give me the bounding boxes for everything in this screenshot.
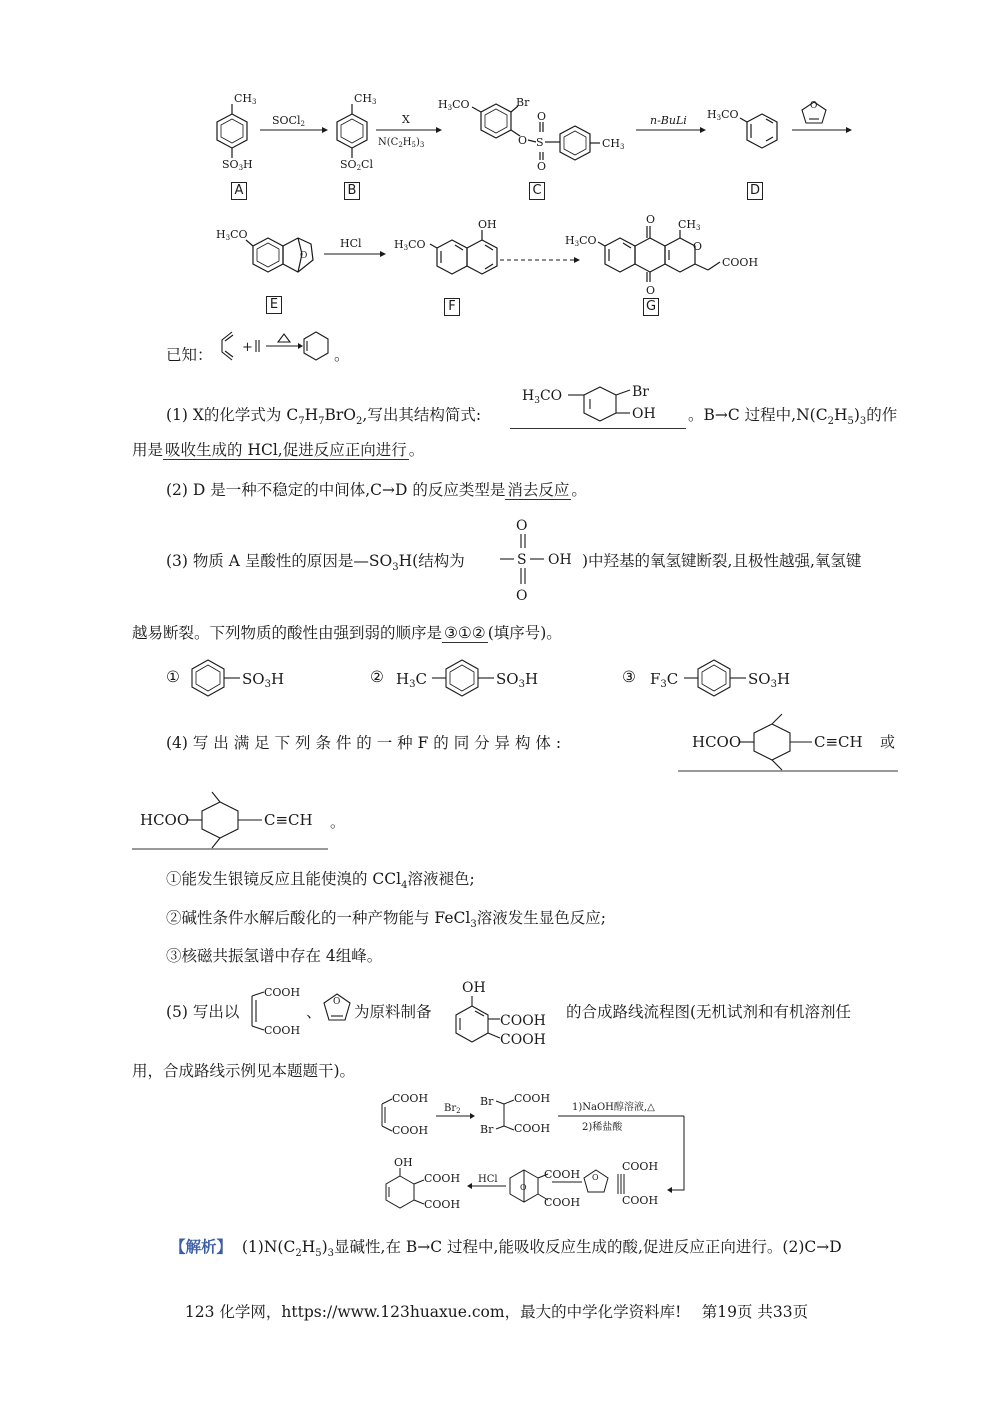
- compound-d-methoxy: H3CO: [707, 108, 739, 122]
- svg-text:COOH: COOH: [622, 1194, 659, 1207]
- q4-or: 或: [880, 733, 896, 751]
- svg-text:F3C: $F_3C$: [650, 670, 679, 690]
- compound-c-s: S: [536, 136, 544, 149]
- compound-g-o-bottom: O: [646, 284, 656, 297]
- compound-c-ch3: CH3: [602, 137, 625, 151]
- q4-end: 。: [330, 813, 346, 831]
- q3-option2-structure: [394, 656, 554, 700]
- q5-target-structure: [448, 976, 558, 1050]
- compound-c-o-top: O: [537, 110, 547, 123]
- svg-text:O: O: [592, 1173, 599, 1182]
- svg-text:OH: OH: [548, 552, 572, 568]
- q3-line1: (3) 物质 A 呈酸性的原因是$—SO_3H$(结构为: [166, 552, 465, 574]
- svg-text:COOH: COOH: [622, 1160, 659, 1173]
- analysis-line: 【解析】 $(1)N(C_2H_5)_3$显碱性,在 B→C 过程中,能吸收反应生成的酸,促进反应正向进行。(2)C→D: [170, 1237, 842, 1260]
- svg-text:COOH: COOH: [514, 1092, 551, 1105]
- svg-text:COOH: COOH: [264, 986, 301, 999]
- known-prefix: 已知：: [166, 346, 213, 364]
- compound-g-structure: [598, 226, 720, 282]
- q4-isomer2-structure: [132, 786, 362, 850]
- arrow2-reagent-x: X: [402, 113, 410, 126]
- analysis-tag: 【解析】: [170, 1237, 233, 1256]
- svg-text:H3CO: $H_3CO$: [522, 388, 563, 406]
- q5-text-b: 为原料制备: [354, 1003, 432, 1021]
- svg-text:HCOO: HCOO: [692, 733, 742, 751]
- svg-text:COOH: COOH: [544, 1168, 581, 1181]
- compound-e-methoxy: H3CO: [216, 228, 248, 242]
- q1-line1-end: 。B→C 过程中$,N(C_2H_5)_3$的作: [688, 406, 898, 428]
- svg-text:Br: Br: [632, 384, 649, 400]
- compound-b-ch3: CH3: [354, 92, 377, 106]
- svg-text:COOH: COOH: [514, 1122, 551, 1135]
- svg-text:C≡CH: C≡CH: [814, 733, 863, 751]
- q4-line1: (4) 写 出 满 足 下 列 条 件 的 一 种 F 的 同 分 异 构 体 :: [166, 734, 562, 752]
- svg-text:COOH: COOH: [424, 1172, 461, 1185]
- svg-text:COOH: COOH: [544, 1196, 581, 1209]
- q4-isomer1-structure: [676, 704, 898, 772]
- q1-answer: 吸收生成的 HCl,促进反应正向进行: [165, 441, 407, 459]
- compound-g-ch3: CH3: [678, 218, 701, 232]
- known-suffix: 。: [334, 346, 350, 364]
- compound-f-structure: [430, 230, 497, 274]
- compound-c-methoxy: H3CO: [438, 98, 470, 112]
- q5-text-a: (5) 写出以: [166, 1003, 240, 1021]
- q3-answer: ③①②: [444, 624, 486, 642]
- svg-text:OH: OH: [394, 1156, 413, 1169]
- svg-text:COOH: COOH: [392, 1124, 429, 1137]
- svg-text:O: O: [520, 1183, 527, 1192]
- svg-text:HCOO: HCOO: [140, 811, 190, 829]
- q4-condition-1: ①能发生银镜反应且能使溴的 CCl$_4$溶液褪色;: [166, 870, 475, 892]
- compound-b-so2cl: SO2Cl: [340, 158, 373, 172]
- label-f: F: [444, 298, 460, 316]
- svg-text:Br2: $Br_2$: [444, 1103, 461, 1115]
- svg-text:SO3H: $SO_3H$: [496, 670, 539, 690]
- compound-f-oh: OH: [478, 218, 497, 231]
- compound-a-ch3: CH3: [234, 92, 257, 106]
- svg-text:COOH: COOH: [500, 1013, 546, 1029]
- q5-furan-icon: [320, 990, 354, 1026]
- scheme-row-2: [210, 210, 770, 300]
- q2-line: (2) D 是一种不稳定的中间体,C→D 的反应类型是 消去反应 。: [166, 481, 587, 499]
- compound-g-methoxy: H3CO: [565, 234, 597, 248]
- compound-e-bridge-o: O: [300, 251, 308, 261]
- compound-g-o-top: O: [646, 213, 656, 226]
- svg-text:C≡CH: C≡CH: [264, 811, 313, 829]
- svg-text:OH: OH: [632, 406, 656, 422]
- svg-text:COOH: COOH: [500, 1032, 546, 1048]
- svg-text:S: S: [517, 552, 527, 568]
- label-b: B: [344, 182, 360, 200]
- arrow3-reagent: n-BuLi: [650, 114, 687, 127]
- q3-option3-structure: [648, 656, 808, 700]
- compound-a-structure: [217, 104, 247, 158]
- compound-c-structure: [472, 104, 600, 160]
- svg-text:HCl: HCl: [478, 1174, 498, 1185]
- svg-text:+: +: [242, 340, 253, 355]
- compound-b-structure: [337, 104, 367, 158]
- svg-text:O: O: [516, 588, 528, 604]
- compound-g-cooh: COOH: [722, 256, 759, 269]
- q5-separator: 、: [306, 1003, 322, 1021]
- svg-text:SO3H: $SO_3H$: [748, 670, 791, 690]
- q3-line2: 越易断裂。下列物质的酸性由强到弱的顺序是 ③①② (填序号)。: [132, 624, 562, 642]
- compound-g-ring-o: O: [693, 240, 703, 253]
- q3-sulfonic-structure: [496, 514, 580, 604]
- q2-answer: 消去反应: [507, 481, 570, 499]
- q3-option2-num: ②: [370, 668, 384, 686]
- label-d: D: [747, 182, 763, 200]
- arrow1-reagent: SOCl2: [272, 114, 305, 128]
- diels-alder-known-scheme: [212, 326, 338, 366]
- svg-text:H3C: $H_3C$: [396, 670, 427, 690]
- label-c: C: [529, 182, 545, 200]
- compound-c-o-bottom: O: [537, 160, 547, 173]
- svg-text:SO3H: $SO_3H$: [242, 670, 285, 690]
- q5-maleic-acid-structure: [246, 984, 310, 1038]
- furan-o: O: [810, 101, 818, 111]
- compound-d-structure: [740, 114, 777, 148]
- label-e: E: [266, 296, 282, 314]
- q1-line2: 用是 吸收生成的 HCl,促进反应正向进行 。: [132, 441, 425, 459]
- arrow2-reagent-amine: $N(C_2H_5)_3$: [378, 137, 425, 149]
- svg-text:O: O: [516, 518, 528, 534]
- q3-option3-num: ③: [622, 668, 636, 686]
- route-step2-bottom: 2)稀盐酸: [582, 1122, 623, 1133]
- q4-condition-2: ②碱性条件水解后酸化的一种产物能与 FeCl$_3$溶液发生显色反应;: [166, 909, 606, 931]
- q4-condition-3: ③核磁共振氢谱中存在 4组峰。: [166, 947, 383, 965]
- compound-f-methoxy: H3CO: [394, 238, 426, 252]
- page-footer: 123 化学网，https://www.123huaxue.com，最大的中学化学资料库! 第19页 共33页: [184, 1303, 809, 1321]
- svg-text:Br: Br: [480, 1095, 494, 1108]
- q3-option1-num: ①: [166, 668, 180, 686]
- arrow-hcl-label: HCl: [340, 237, 362, 250]
- q5-route-answer: [376, 1090, 706, 1220]
- q5-line2: 用，合成路线示例见本题题干)。: [132, 1062, 356, 1080]
- route-step2-top: 1)NaOH醇溶液,△: [572, 1102, 655, 1113]
- compound-c-o: O: [518, 134, 528, 147]
- q5-text-c: 的合成路线流程图(无机试剂和有机溶剂任: [566, 1003, 852, 1021]
- q1-line1: (1) X的化学式为 $C_7H_7BrO_2$,写出其结构简式:: [166, 406, 482, 428]
- q1-answer-structure: [510, 382, 686, 429]
- label-g: G: [643, 298, 659, 316]
- q3-line1-end: )中羟基的氧氢键断裂,且极性越强,氧氢键: [582, 552, 862, 570]
- svg-text:COOH: COOH: [424, 1198, 461, 1211]
- svg-text:OH: OH: [462, 980, 486, 996]
- svg-text:O: O: [333, 997, 341, 1007]
- q3-option1-structure: [186, 656, 306, 700]
- svg-text:Br: Br: [480, 1123, 494, 1136]
- compound-a-so3h: SO3H: [222, 158, 253, 172]
- label-a: A: [231, 182, 247, 200]
- svg-text:COOH: COOH: [392, 1092, 429, 1105]
- svg-text:COOH: COOH: [264, 1024, 301, 1037]
- compound-c-br: Br: [516, 96, 530, 109]
